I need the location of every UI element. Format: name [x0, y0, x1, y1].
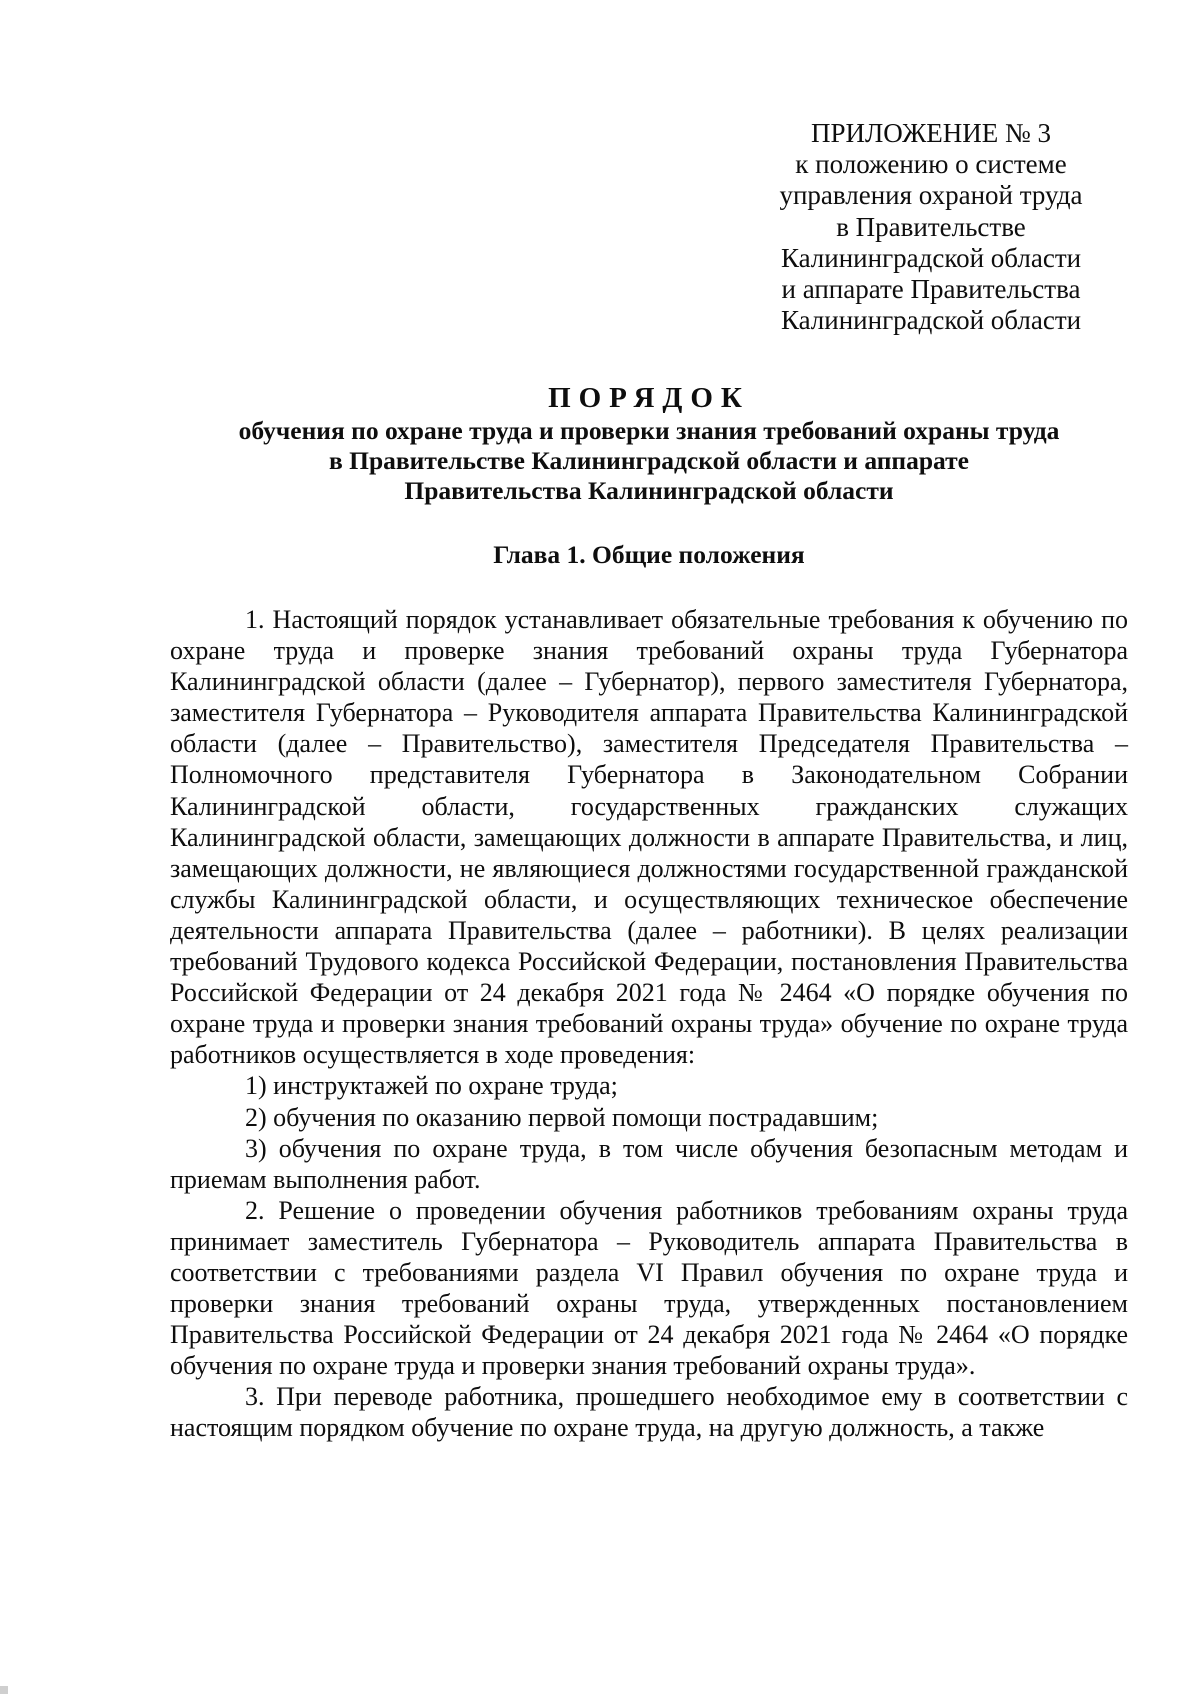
subtitle-line: Правительства Калининградской области	[404, 476, 894, 505]
list-item-3: 3) обучения по охране труда, в том числе обучения безопасным методам и приемам выполнения работ.	[170, 1133, 1128, 1194]
appendix-line: Калининградской области	[780, 242, 1082, 273]
appendix-line: управления охраной труда	[779, 180, 1083, 211]
chapter-heading: Глава 1. Общие положения	[493, 540, 805, 569]
appendix-number: ПРИЛОЖЕНИЕ № 3	[810, 118, 1052, 148]
appendix-line: и аппарате Правительства	[781, 274, 1081, 305]
paragraph-2: 2. Решение о проведении обучения работников требованиям охраны труда принимает заместитель Губернатора – Руководитель аппарата Правительства в соответствии с требованиями раздела VI Правил обучения по охране труда и проверки знания требований охраны труда, утвержденных постановлением Правительства Российской Федерации от 24 декабря 2021 года № 2464 «О порядке обучения по охране труда и проверки знания требований охраны труда».	[170, 1195, 1128, 1381]
subtitle-line: обучения по охране труда и проверки знания требований охраны труда	[238, 416, 1060, 445]
document-title: ПОРЯДОК	[548, 382, 750, 414]
list-item-2: 2) обучения по оказанию первой помощи пострадавшим;	[245, 1102, 879, 1132]
document-subtitle	[170, 416, 1128, 506]
document-body	[170, 604, 1128, 1444]
paragraph-3: 3. При переводе работника, прошедшего необходимое ему в соответствии с настоящим порядком обучение по охране труда, на другую должность, а также	[170, 1382, 1128, 1443]
list-item-1: 1) инструктажей по охране труда;	[245, 1071, 618, 1101]
document-title-block	[170, 380, 1128, 506]
paragraph-1: 1. Настоящий порядок устанавливает обязательные требования к обучению по охране труда и проверке знания требований охраны труда Губернатора Калининградской области (далее – Губернатор), первого заместителя Губернатора, заместителя Губернатора – Руководителя аппарата Правительства Калининградской области (далее – Правительство), заместителя Председателя Правительства – Полномочного представителя Губернатора в Законодательном Собрании Калининградской области, государственных гражданских служащих Калининградской области, замещающих должности в аппарате Правительства, и лиц, замещающих должности, не являющиеся должностями государственной гражданской службы Калининградской области, и осуществляющих техническое обеспечение деятельности аппарата Правительства (далее – работники). В целях реализации требований Трудового кодекса Российской Федерации, постановления Правительства Российской Федерации от 24 декабря 2021 года № 2464 «О порядке обучения по охране труда и проверки знания требований охраны труда» обучение по охране труда работников осуществляется в ходе проведения:	[170, 605, 1128, 1070]
appendix-line: Калининградской области	[780, 305, 1082, 336]
appendix-header	[760, 118, 1102, 336]
appendix-line: к положению о системе	[795, 149, 1067, 180]
subtitle-line: в Правительстве Калининградской области и аппарате	[329, 446, 969, 475]
scan-artifact	[0, 1686, 8, 1694]
appendix-line: в Правительстве	[836, 211, 1026, 242]
